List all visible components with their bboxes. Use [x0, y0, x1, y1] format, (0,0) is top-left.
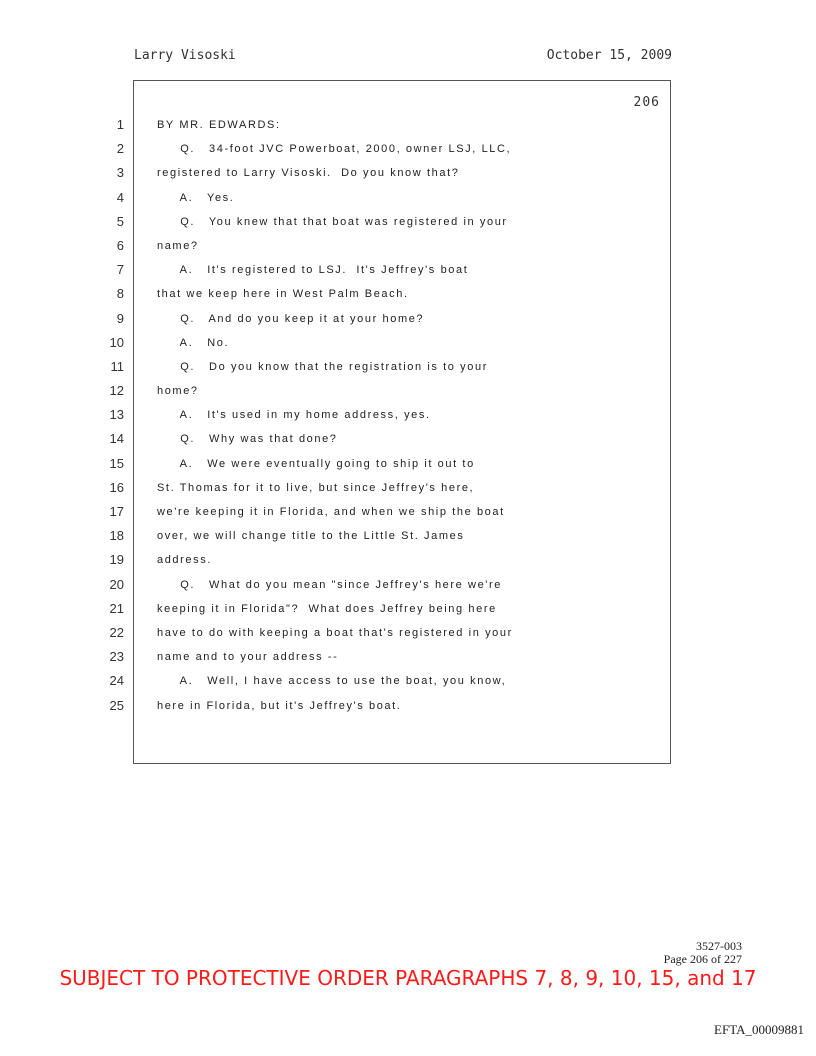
transcript-line: Q. Do you know that the registration is to your: [157, 360, 488, 373]
line-number: 5: [116, 213, 124, 229]
transcript-line: Q. You knew that that boat was registered in your: [157, 215, 508, 228]
line-number: 14: [109, 431, 124, 447]
line-number: 19: [109, 552, 124, 568]
transcript-line: Q. Why was that done?: [157, 433, 338, 446]
line-number: 9: [116, 310, 124, 326]
transcript-line: A. We were eventually going to ship it out to: [157, 457, 475, 470]
bates-number: EFTA_00009881: [714, 1022, 804, 1037]
protective-order-notice: SUBJECT TO PROTECTIVE ORDER PARAGRAPHS 7, 8, 9, 10, 15, and 17: [59, 966, 757, 990]
line-number: 4: [116, 189, 124, 205]
transcript-line: keeping it in Florida"? What does Jeffrey being here: [157, 602, 497, 615]
transcript-line: here in Florida, but it's Jeffrey's boat.: [157, 699, 402, 712]
line-number-column: [80, 113, 124, 718]
line-number: 20: [109, 576, 124, 592]
transcript-line: St. Thomas for it to live, but since Jeffrey's here,: [157, 481, 475, 494]
line-number: 23: [109, 649, 124, 665]
line-number: 16: [109, 479, 124, 495]
page-number: 206: [633, 95, 660, 110]
transcript-line: Q. What do you mean "since Jeffrey's here we're: [157, 578, 502, 591]
line-number: 2: [116, 141, 124, 157]
transcript-line: Q. 34-foot JVC Powerboat, 2000, owner LSJ, LLC,: [157, 143, 512, 156]
transcript-line: name?: [157, 239, 199, 252]
line-number: 10: [109, 334, 124, 350]
line-number: 8: [116, 286, 124, 302]
document-code: 3527-003: [696, 939, 742, 953]
transcript-text: [157, 113, 667, 718]
transcript-line: that we keep here in West Palm Beach.: [157, 288, 409, 301]
transcript-line: over, we will change title to the Little St. James: [157, 530, 465, 543]
line-number: 3: [116, 165, 124, 181]
line-number: 21: [109, 600, 124, 616]
transcript-line: A. Yes.: [157, 191, 235, 204]
line-number: 15: [109, 455, 124, 471]
line-number: 1: [116, 117, 124, 132]
transcript-line: we're keeping it in Florida, and when we ship the boat: [157, 506, 505, 518]
transcript-line: have to do with keeping a boat that's registered in your: [157, 626, 513, 639]
transcript-line: address.: [157, 554, 212, 567]
page-of-total: Page 206 of 227: [663, 952, 742, 966]
transcript-line: name and to your address --: [157, 651, 339, 664]
transcript-line: home?: [157, 385, 199, 398]
line-number: 6: [116, 237, 124, 253]
line-number: 25: [109, 697, 124, 713]
line-number: 18: [109, 528, 124, 544]
line-number: 24: [109, 673, 124, 689]
transcript-line: BY MR. EDWARDS:: [157, 119, 281, 131]
witness-name: Larry Visoski: [134, 48, 236, 63]
footer-code-block: [664, 940, 742, 966]
line-number: 17: [109, 504, 124, 519]
line-number: 13: [109, 407, 124, 423]
line-number: 12: [109, 383, 124, 399]
transcript-line: A. No.: [157, 336, 230, 349]
line-number: 7: [116, 262, 124, 278]
transcript-line: registered to Larry Visoski. Do you know that?: [157, 167, 460, 180]
deposition-date: October 15, 2009: [546, 48, 672, 63]
transcript-line: Q. And do you keep it at your home?: [157, 312, 425, 325]
line-number: 11: [110, 358, 124, 374]
transcript-line: A. It's used in my home address, yes.: [157, 409, 431, 422]
transcript-line: A. Well, I have access to use the boat, you know,: [157, 675, 507, 688]
transcript-line: A. It's registered to LSJ. It's Jeffrey's boat: [157, 264, 469, 277]
transcript-header: [134, 48, 672, 68]
line-number: 22: [109, 624, 124, 640]
